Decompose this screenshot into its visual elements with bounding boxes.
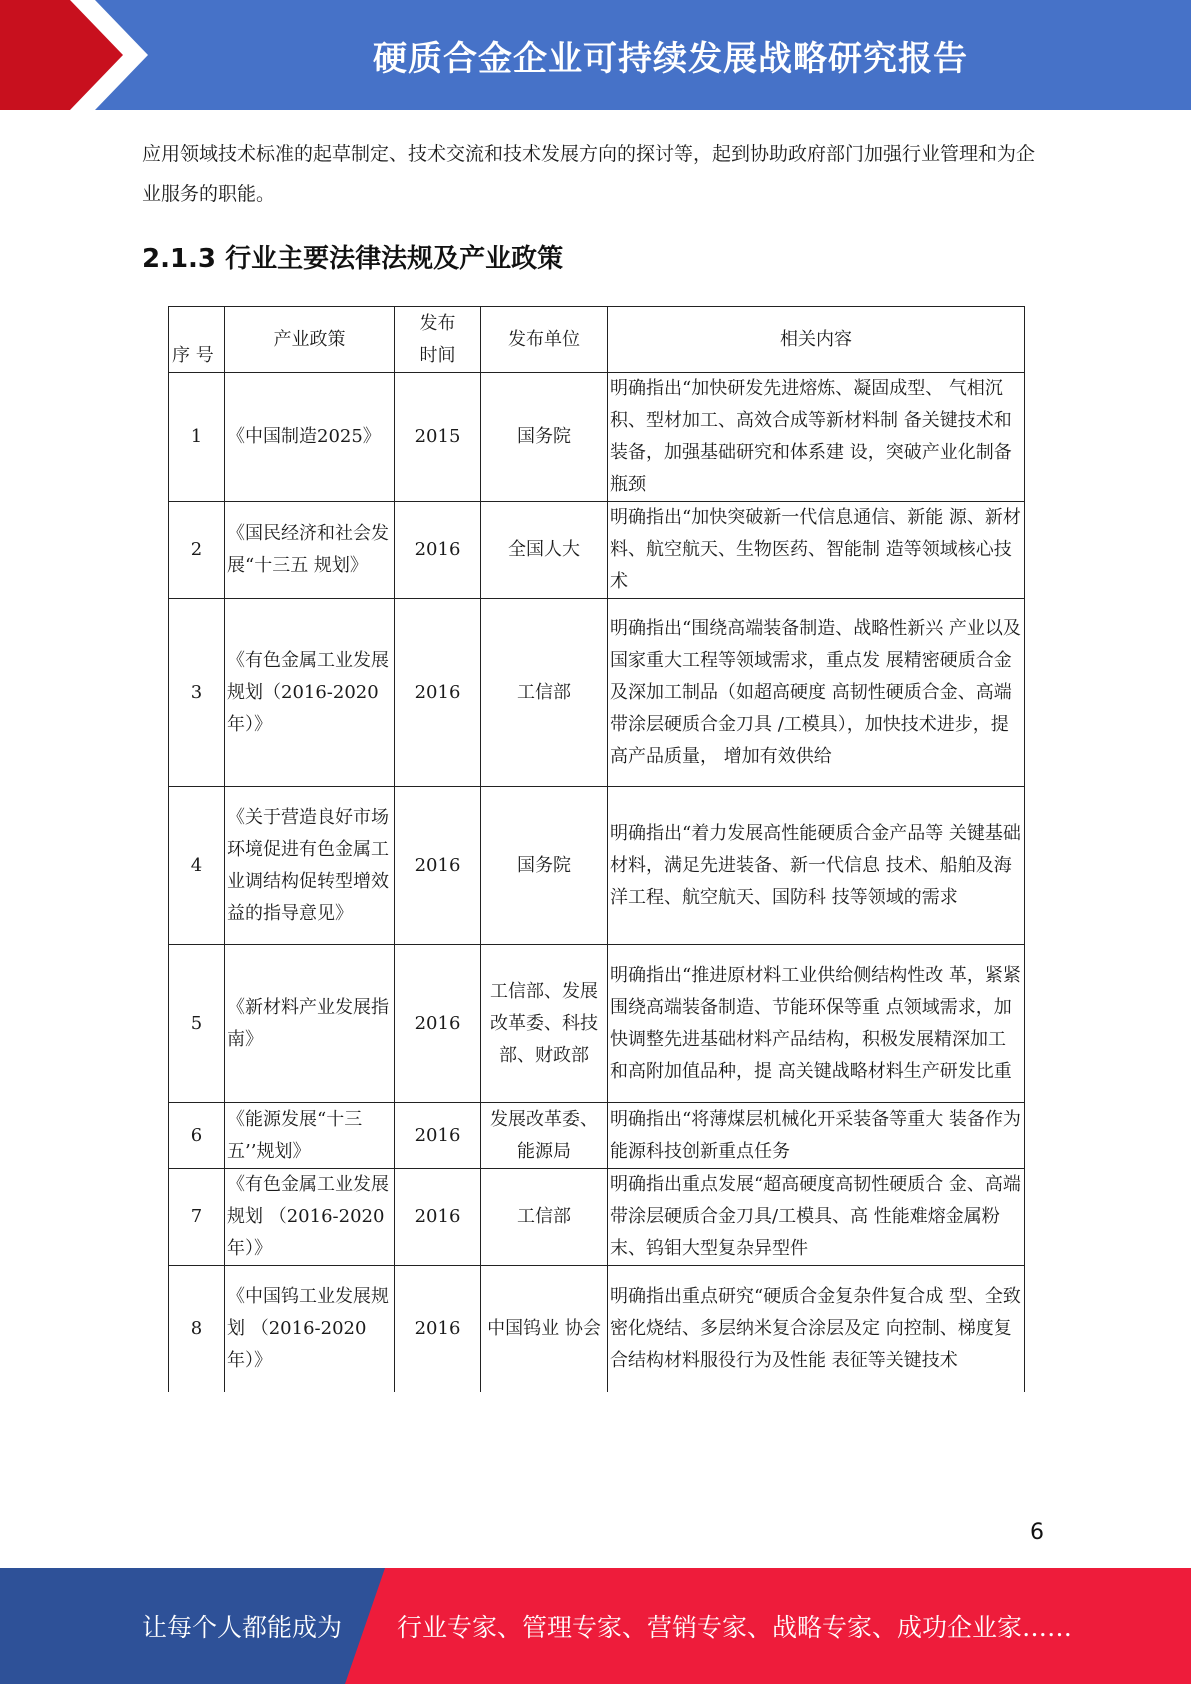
table-row	[169, 599, 1025, 787]
table-row	[169, 787, 1025, 945]
row-index: 6	[169, 1103, 225, 1169]
row-time: 2016	[395, 945, 481, 1103]
row-content: 明确指出“将薄煤层机械化开采装备等重大 装备作为能源科技创新重点任务	[608, 1103, 1025, 1169]
page-footer	[0, 1568, 1191, 1684]
row-content: 明确指出重点研究“硬质合金复杂件复合成 型、全致密化烧结、多层纳米复合涂层及定 向控制、梯度复合结构材料服役行为及性能 表征等关键技术	[608, 1266, 1025, 1392]
policy-table	[168, 306, 1025, 1392]
row-policy: 《中国钨工业发展规划 （2016-2020 年）》	[225, 1266, 395, 1392]
row-policy: 《新材料产业发展指南》	[225, 945, 395, 1103]
row-issuer: 全国人大	[481, 502, 608, 599]
row-issuer: 中国钨业 协会	[481, 1266, 608, 1392]
row-content: 明确指出“推进原材料工业供给侧结构性改 革，紧紧围绕高端装备制造、节能环保等重 点领域需求，加快调整先进基础材料产品结构，积极发展精深加工和高附加值品种，提 高关键战略材料生产研发比重	[608, 945, 1025, 1103]
row-content: 明确指出“加快突破新一代信息通信、新能 源、新材料、航空航天、生物医药、智能制 造等领域核心技术	[608, 502, 1025, 599]
row-index: 7	[169, 1169, 225, 1266]
row-index: 2	[169, 502, 225, 599]
page-number: 6	[1030, 1520, 1044, 1545]
row-issuer: 国务院	[481, 787, 608, 945]
row-time: 2015	[395, 373, 481, 502]
table-row	[169, 373, 1025, 502]
header-time: 发布时间	[395, 307, 481, 373]
row-policy: 《有色金属工业发展规划 （2016-2020 年）》	[225, 1169, 395, 1266]
table-row	[169, 945, 1025, 1103]
row-policy: 《关于营造良好市场环境促进有色金属工业调结构促转型增效益的指导意见》	[225, 787, 395, 945]
table-row	[169, 1103, 1025, 1169]
row-time: 2016	[395, 1266, 481, 1392]
header-chevron-decoration	[0, 0, 160, 110]
row-index: 8	[169, 1266, 225, 1392]
header-policy: 产业政策	[225, 307, 395, 373]
row-index: 3	[169, 599, 225, 787]
section-heading: 2.1.3 行业主要法律法规及产业政策	[142, 244, 564, 274]
footer-slogan-left: 让每个人都能成为	[142, 1613, 343, 1642]
row-index: 4	[169, 787, 225, 945]
row-policy: 《中国制造2025》	[225, 373, 395, 502]
row-issuer: 工信部	[481, 599, 608, 787]
table-row	[169, 1169, 1025, 1266]
row-issuer: 工信部、发展改革委、科技部、财政部	[481, 945, 608, 1103]
row-content: 明确指出“围绕高端装备制造、战略性新兴 产业以及国家重大工程等领域需求，重点发 展精密硬质合金及深加工制品（如超高硬度 高韧性硬质合金、高端带涂层硬质合金刀具 /工模具），加快技术进步，提高产品质量， 增加有效供给	[608, 599, 1025, 787]
table-row	[169, 502, 1025, 599]
row-time: 2016	[395, 787, 481, 945]
page-header	[0, 0, 1191, 110]
row-index: 5	[169, 945, 225, 1103]
header-issuer: 发布单位	[481, 307, 608, 373]
table-row	[169, 1266, 1025, 1392]
row-time: 2016	[395, 502, 481, 599]
row-content: 明确指出“着力发展高性能硬质合金产品等 关键基础材料，满足先进装备、新一代信息 技术、船舶及海洋工程、航空航天、国防科 技等领域的需求	[608, 787, 1025, 945]
report-title: 硬质合金企业可持续发展战略研究报告	[373, 38, 968, 79]
intro-paragraph: 应用领域技术标准的起草制定、技术交流和技术发展方向的探讨等，起到协助政府部门加强行业管理和为企业服务的职能。	[142, 143, 1036, 205]
row-time: 2016	[395, 1169, 481, 1266]
row-issuer: 国务院	[481, 373, 608, 502]
footer-slogan-right: 行业专家、管理专家、营销专家、战略专家、成功企业家……	[397, 1613, 1073, 1642]
row-index: 1	[169, 373, 225, 502]
row-policy: 《国民经济和社会发展“十三五 规划》	[225, 502, 395, 599]
row-time: 2016	[395, 1103, 481, 1169]
row-policy: 《有色金属工业发展规划（2016-2020 年）》	[225, 599, 395, 787]
row-issuer: 发展改革委、能源局	[481, 1103, 608, 1169]
row-content: 明确指出“加快研发先进熔炼、凝固成型、 气相沉积、型材加工、高效合成等新材料制 备关键技术和装备，加强基础研究和体系建 设，突破产业化制备瓶颈	[608, 373, 1025, 502]
header-index: 序 号	[169, 307, 225, 373]
row-content: 明确指出重点发展“超高硬度高韧性硬质合 金、高端带涂层硬质合金刀具/工模具、高 性能难熔金属粉末、钨钼大型复杂异型件	[608, 1169, 1025, 1266]
row-time: 2016	[395, 599, 481, 787]
header-content: 相关内容	[608, 307, 1025, 373]
row-policy: 《能源发展“十三五’’规划》	[225, 1103, 395, 1169]
row-issuer: 工信部	[481, 1169, 608, 1266]
table-header-row	[169, 307, 1025, 373]
